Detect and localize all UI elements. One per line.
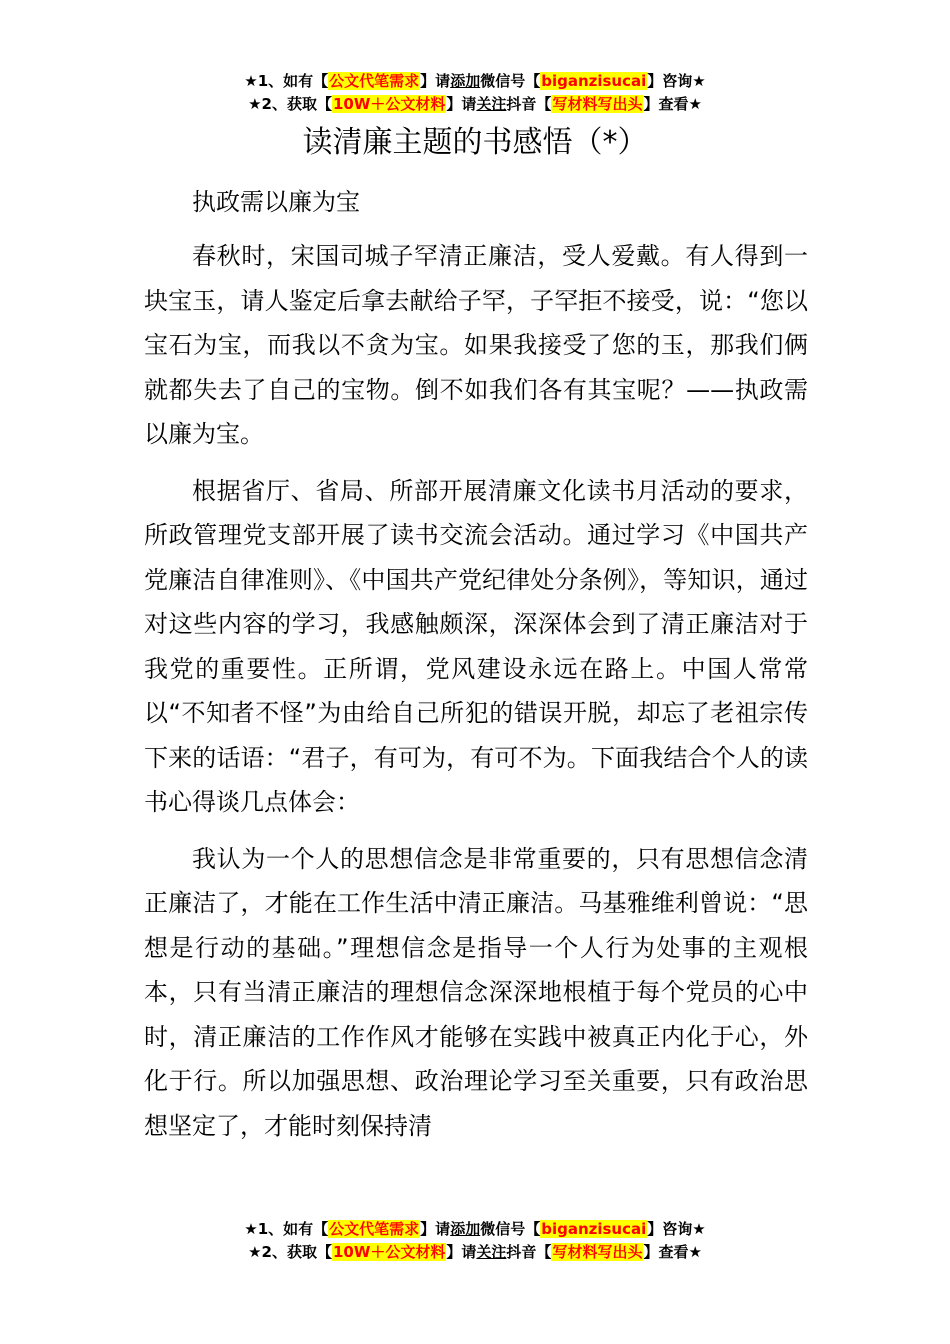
banner-highlight: 写材料写出头: [552, 1243, 643, 1261]
banner-text: 】查看★: [643, 95, 702, 113]
banner-underline: 关注: [476, 1243, 507, 1261]
banner-underline: 添加: [450, 72, 481, 90]
banner-highlight: biganzisucai: [541, 1220, 647, 1238]
section-heading: 执政需以廉为宝: [192, 188, 360, 216]
banner-line-1: [0, 1218, 950, 1241]
banner-text: 】请: [446, 95, 477, 113]
document-title: 读清廉主题的书感悟（*）: [302, 125, 648, 160]
banner-highlight: 10W＋公文材料: [332, 1243, 446, 1261]
paragraph: 春秋时，宋国司城子罕清正廉洁，受人爱戴。有人得到一块宝玉，请人鉴定后拿去献给子罕，子罕拒不接受，说：“您以宝石为宝，而我以不贪为宝。如果我接受了您的玉，那我们俩就都失去了自己的宝物。倒不如我们各有其宝呢？——执政需以廉为宝。: [144, 242, 808, 448]
banner-text: ★1、如有【: [244, 1220, 329, 1238]
banner-text: ★2、获取【: [248, 1243, 332, 1261]
banner-text: ★2、获取【: [248, 95, 332, 113]
banner-line-2: [0, 93, 950, 116]
banner-text: 】请: [420, 72, 451, 90]
banner-text: 微信号【: [480, 72, 541, 90]
banner-highlight: 公文代笔需求: [329, 1220, 420, 1238]
banner-text: 】请: [446, 1243, 477, 1261]
banner-text: 】咨询★: [647, 1220, 706, 1238]
banner-underline: 添加: [450, 1220, 481, 1238]
banner-line-1: [0, 70, 950, 93]
banner-text: 】请: [420, 1220, 451, 1238]
banner-text: 微信号【: [480, 1220, 541, 1238]
banner-text: 】咨询★: [647, 72, 706, 90]
banner-highlight: 10W＋公文材料: [332, 95, 446, 113]
banner-text: ★1、如有【: [244, 72, 329, 90]
banner-text: 】查看★: [643, 1243, 702, 1261]
banner-line-2: [0, 1241, 950, 1264]
banner-text: 抖音【: [506, 95, 552, 113]
banner-text: 抖音【: [506, 1243, 552, 1261]
paragraph: 根据省厅、省局、所部开展清廉文化读书月活动的要求，所政管理党支部开展了读书交流会活动。通过学习《中国共产党廉洁自律准则》、《中国共产党纪律处分条例》，等知识，通过对这些内容的学习，我感触颇深，深深体会到了清正廉洁对于我党的重要性。正所谓，党风建设永远在路上。中国人常常以“不知者不怪”为由给自己所犯的错误开脱，却忘了老祖宗传下来的话语：“君子，有可为，有可不为。下面我结合个人的读书心得谈几点体会：: [144, 476, 808, 816]
banner-highlight: 写材料写出头: [552, 95, 643, 113]
banner-highlight: 公文代笔需求: [329, 72, 420, 90]
document-body: [144, 180, 808, 1160]
paragraph: 我认为一个人的思想信念是非常重要的，只有思想信念清正廉洁了，才能在工作生活中清正廉洁。马基雅维利曾说：“思想是行动的基础。”理想信念是指导一个人行为处事的主观根本，只有当清正廉洁的理想信念深深地根植于每个党员的心中时，清正廉洁的工作作风才能够在实践中被真正内化于心，外化于行。所以加强思想、政治理论学习至关重要，只有政治思想坚定了，才能时刻保持清: [144, 844, 808, 1140]
bottom-banner: [0, 1218, 950, 1264]
banner-underline: 关注: [476, 95, 507, 113]
top-banner: [0, 70, 950, 116]
banner-highlight: biganzisucai: [541, 72, 647, 90]
